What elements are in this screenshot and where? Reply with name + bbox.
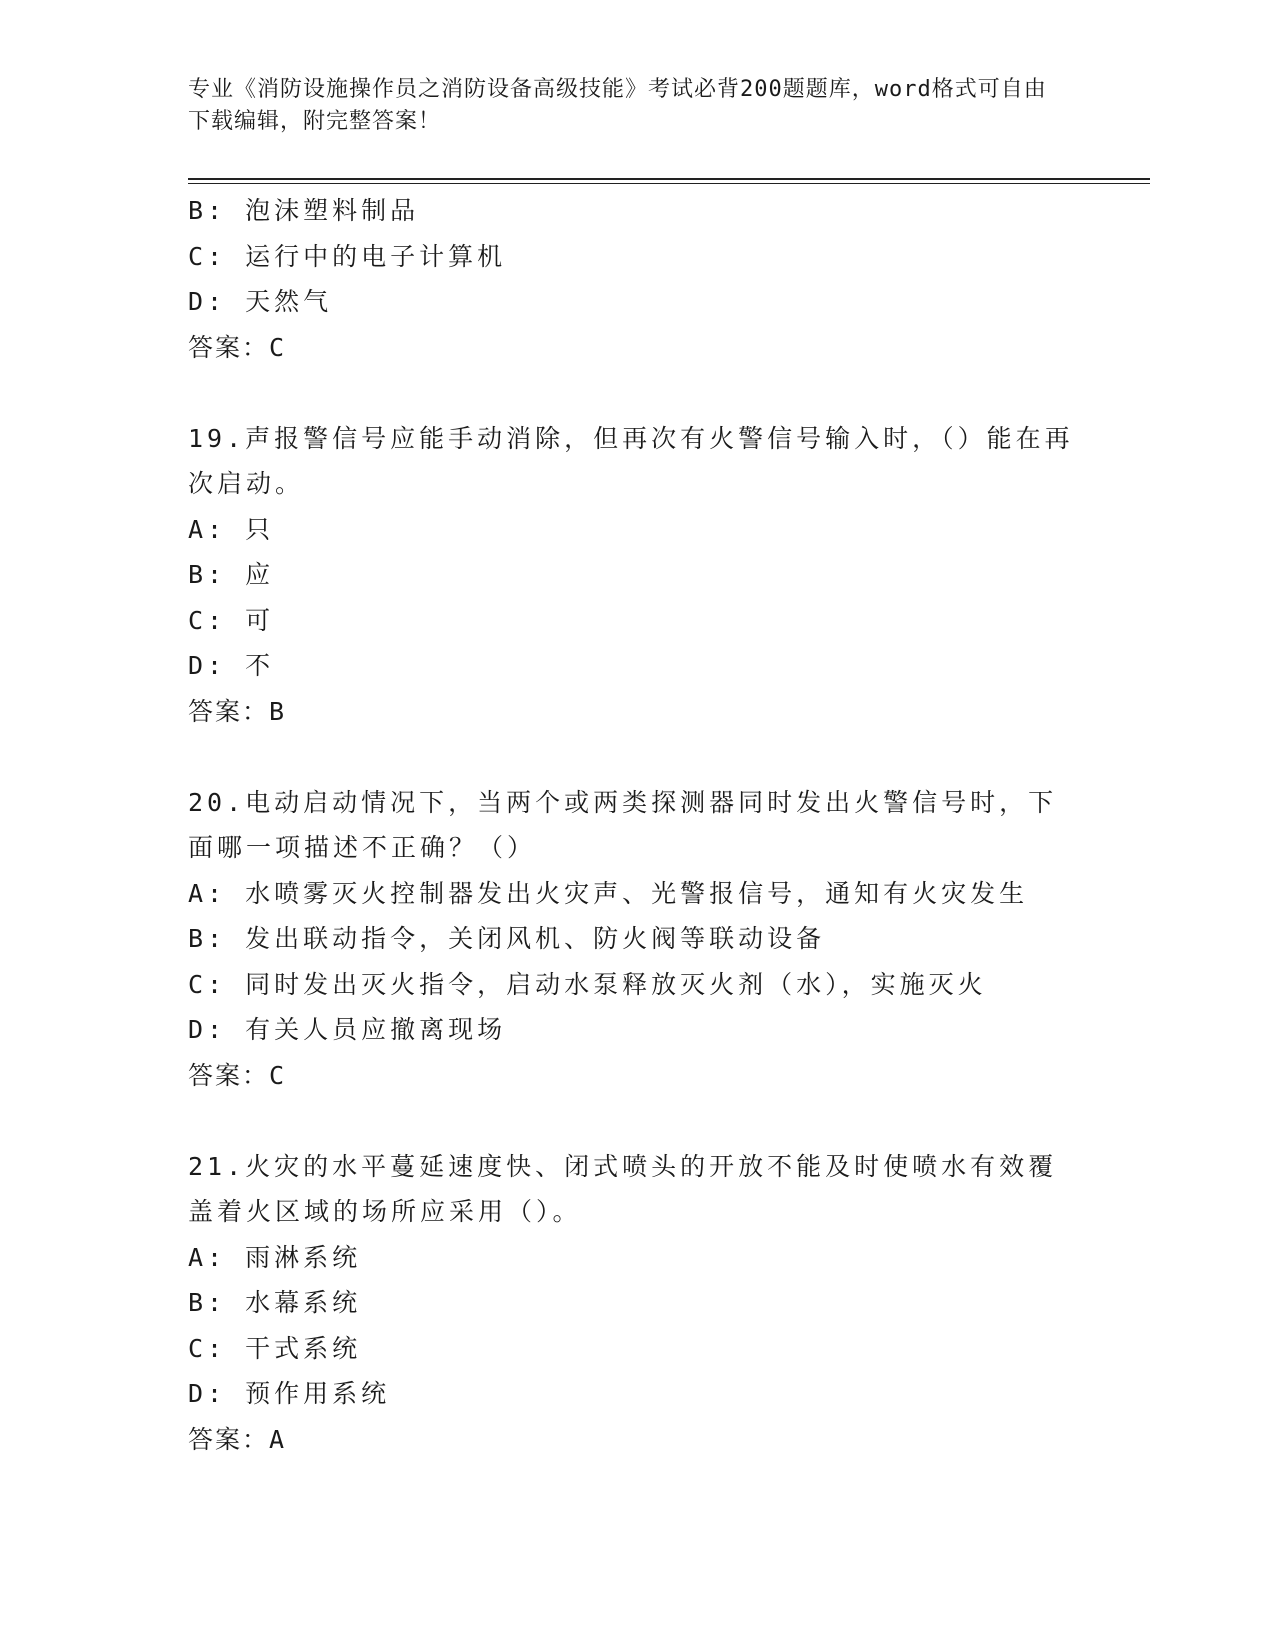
spacer <box>188 370 1088 416</box>
option-d: D: 有关人员应撤离现场 <box>188 1015 507 1044</box>
question-19 <box>188 416 1088 735</box>
question-text: 19.声报警信号应能手动消除，但再次有火警信号输入时，（）能在再次启动。 <box>188 423 1074 498</box>
option-b: B: 发出联动指令，关闭风机、防火阀等联动设备 <box>188 924 826 953</box>
answer-label: 答案： <box>188 1060 270 1090</box>
question-20 <box>188 780 1088 1099</box>
option-d: D: 不 <box>188 651 275 680</box>
document-header: 专业《消防设施操作员之消防设备高级技能》考试必背200题题库，word格式可自由下载编辑，附完整答案！ <box>188 77 1047 134</box>
answer-value: B <box>269 696 287 726</box>
option-c: C: 可 <box>188 605 275 635</box>
option-a: A: 水喷雾灭火控制器发出火灾声、光警报信号，通知有火灾发生 <box>188 878 1029 908</box>
option-a: A: 雨淋系统 <box>188 1242 362 1272</box>
option-c: C: 同时发出灭火指令，启动水泵释放灭火剂（水），实施灭火 <box>188 969 987 999</box>
answer-line <box>188 1417 1088 1463</box>
option-b: B: 水幕系统 <box>188 1288 362 1317</box>
option-c: C: 运行中的电子计算机 <box>188 241 507 271</box>
question-text: 20.电动启动情况下，当两个或两类探测器同时发出火警信号时，下面哪一项描述不正确？（） <box>188 787 1058 862</box>
spacer <box>188 734 1088 780</box>
answer-label: 答案： <box>188 696 270 726</box>
answer-value: C <box>269 1060 287 1090</box>
answer-value: C <box>269 332 287 362</box>
question-text: 21.火灾的水平蔓延速度快、闭式喷头的开放不能及时使喷水有效覆盖着火区域的场所应采用（）。 <box>188 1151 1058 1226</box>
answer-line <box>188 689 1088 735</box>
previous-question-tail <box>188 188 1088 370</box>
option-a: A: 只 <box>188 514 275 544</box>
question-21 <box>188 1144 1088 1463</box>
answer-label: 答案： <box>188 332 270 362</box>
answer-line <box>188 325 1088 371</box>
option-b: B: 应 <box>188 560 275 589</box>
option-d: D: 预作用系统 <box>188 1379 391 1408</box>
header-rule <box>188 178 1150 184</box>
answer-value: A <box>269 1424 287 1454</box>
spacer <box>188 1098 1088 1144</box>
option-c: C: 干式系统 <box>188 1333 362 1363</box>
option-b: B: 泡沫塑料制品 <box>188 196 420 225</box>
answer-label: 答案： <box>188 1424 270 1454</box>
answer-line <box>188 1053 1088 1099</box>
document-content <box>188 188 1088 1462</box>
option-d: D: 天然气 <box>188 287 333 316</box>
